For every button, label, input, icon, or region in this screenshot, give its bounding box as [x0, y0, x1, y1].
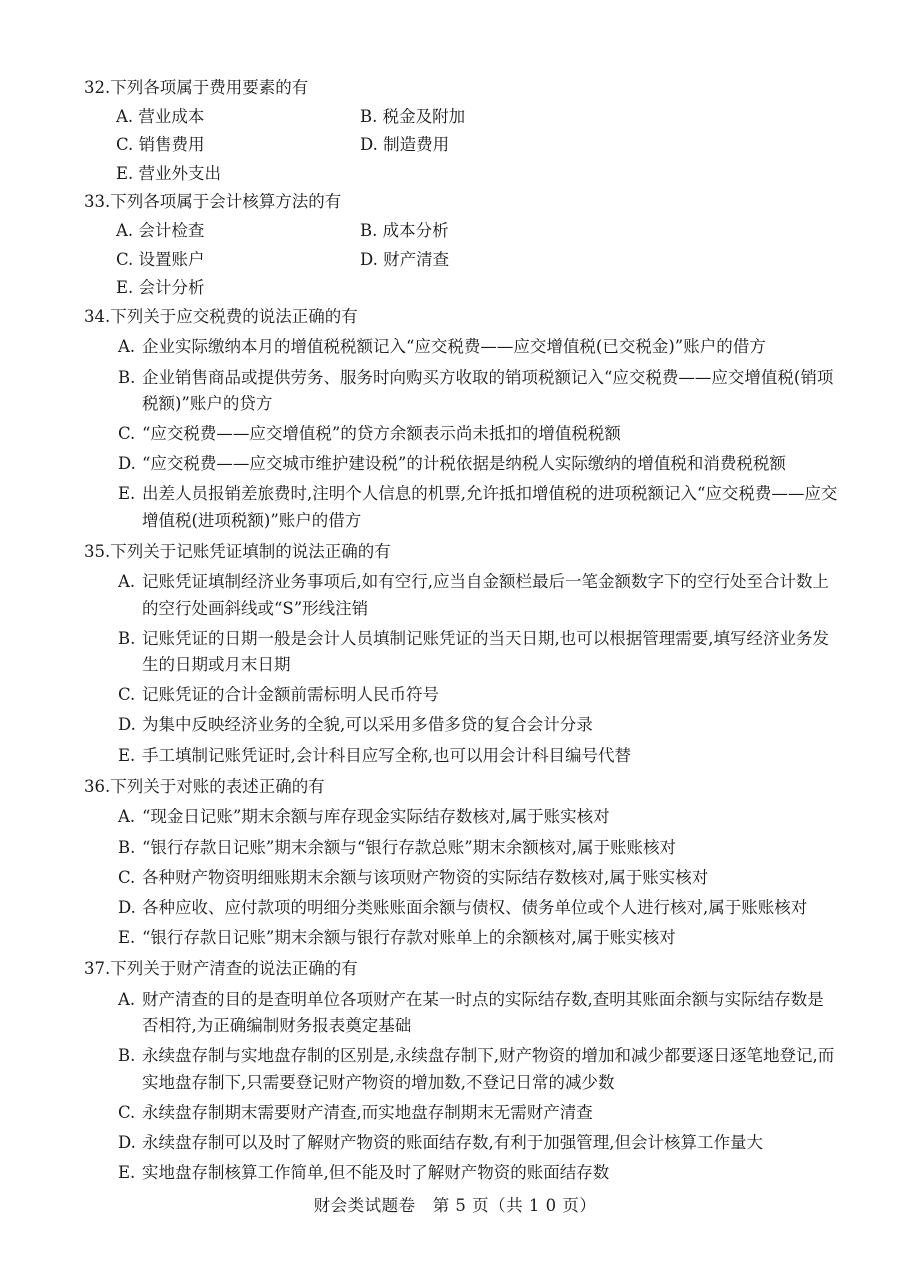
- option-a: A. 记账凭证填制经济业务事项后,如有空行,应当自金额栏最后一笔金额数字下的空行处至合计数上的空行处画斜线或“S”形线注销: [118, 572, 829, 618]
- option-b: B. 永续盘存制与实地盘存制的区别是,永续盘存制下,财产物资的增加和减少都要逐日逐笔地登记,而实地盘存制下,只需要登记财产物资的增加数,不登记日常的减少数: [118, 1046, 835, 1092]
- option-a: A. 会计检查: [116, 220, 205, 240]
- option-a: A. 财产清查的目的是查明单位各项财产在某一时点的实际结存数,查明其账面余额与实际结存数是否相符,为正确编制财务报表奠定基础: [118, 989, 824, 1036]
- option-a: A. “现金日记账”期末余额与库存现金实际结存数核对,属于账实核对: [118, 807, 610, 827]
- options: [84, 217, 840, 303]
- option-c: C. 销售费用: [116, 135, 205, 155]
- option-c: C. “应交税费——应交增值税”的贷方余额表示尚未抵扣的增值税税额: [118, 423, 621, 443]
- question-32: [84, 74, 840, 188]
- option-e: E. 会计分析: [116, 278, 205, 298]
- option-e: E. 出差人员报销差旅费时,注明个人信息的机票,允许抵扣增值税的进项税额记入“应交税费——应交增值税(进项税额)”账户的借方: [118, 484, 838, 530]
- option-d: D. 财产清查: [360, 249, 450, 269]
- options: [84, 103, 840, 189]
- option-e: E. 实地盘存制核算工作简单,但不能及时了解财产物资的账面结存数: [118, 1163, 610, 1183]
- option-b: B. “银行存款日记账”期末余额与“银行存款总账”期末余额核对,属于账账核对: [118, 837, 676, 857]
- option-e: E. 营业外支出: [116, 163, 222, 183]
- question-stem: 34.下列关于应交税费的说法正确的有: [84, 306, 358, 326]
- option-b: B. 税金及附加: [360, 106, 466, 126]
- option-a: A. 企业实际缴纳本月的增值税税额记入“应交税费——应交增值税(已交税金)”账户的借方: [118, 337, 766, 357]
- option-c: C. 记账凭证的合计金额前需标明人民币符号: [118, 685, 439, 705]
- question-stem: 36.下列关于对账的表述正确的有: [84, 776, 325, 796]
- page-footer: 财会类试题卷 第 5 页（共 1 0 页）: [313, 1196, 597, 1215]
- question-34: [84, 303, 840, 534]
- question-35: [84, 538, 840, 769]
- option-a: A. 营业成本: [116, 106, 205, 126]
- question-37: [84, 955, 840, 1186]
- question-36: [84, 773, 840, 952]
- option-b: B. 记账凭证的日期一般是会计人员填制记账凭证的当天日期,也可以根据管理需要,填写经济业务发生的日期或月末日期: [118, 628, 829, 674]
- option-d: D. 各种应收、应付款项的明细分类账账面余额与债权、债务单位或个人进行核对,属于账账核对: [118, 897, 808, 917]
- question-stem: 33.下列各项属于会计核算方法的有: [84, 192, 342, 212]
- option-c: C. 设置账户: [116, 249, 205, 269]
- option-d: D. “应交税费——应交城市维护建设税”的计税依据是纳税人实际缴纳的增值税和消费税税额: [118, 454, 786, 474]
- option-b: B. 企业销售商品或提供劳务、服务时向购买方收取的销项税额记入“应交税费——应交增值税(销项税额)”账户的贷方: [118, 367, 834, 413]
- option-e: E. “银行存款日记账”期末余额与银行存款对账单上的余额核对,属于账实核对: [118, 928, 676, 948]
- question-stem: 32.下列各项属于费用要素的有: [84, 78, 309, 97]
- question-stem: 35.下列关于记账凭证填制的说法正确的有: [84, 541, 391, 561]
- option-e: E. 手工填制记账凭证时,会计科目应写全称,也可以用会计科目编号代替: [118, 745, 631, 765]
- option-c: C. 永续盘存制期末需要财产清查,而实地盘存制期末无需财产清查: [118, 1102, 593, 1122]
- option-d: D. 制造费用: [360, 135, 450, 155]
- option-d: D. 永续盘存制可以及时了解财产物资的账面结存数,有利于加强管理,但会计核算工作量大: [118, 1133, 763, 1152]
- question-33: [84, 188, 840, 302]
- option-d: D. 为集中反映经济业务的全貌,可以采用多借多贷的复合会计分录: [118, 715, 593, 735]
- option-c: C. 各种财产物资明细账期末余额与该项财产物资的实际结存数核对,属于账实核对: [118, 867, 709, 887]
- question-stem: 37.下列关于财产清查的说法正确的有: [84, 959, 358, 979]
- option-b: B. 成本分析: [360, 220, 449, 240]
